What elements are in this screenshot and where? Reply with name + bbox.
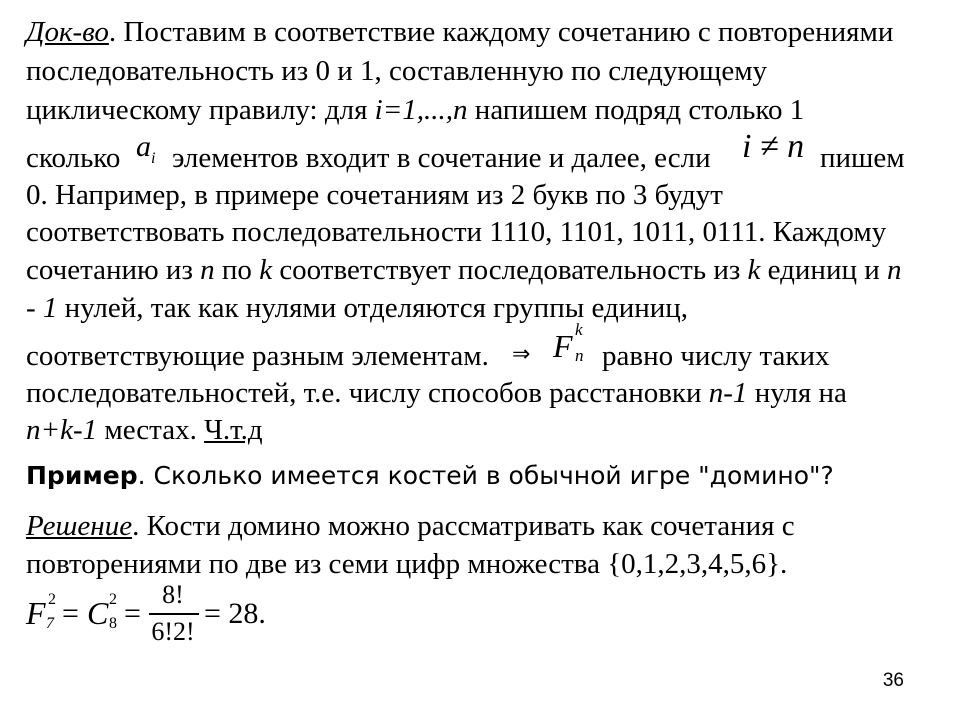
fraction-bar — [149, 613, 199, 615]
formula-i-neq-n: i ≠ n — [742, 128, 805, 165]
proof-line-1 — [26, 14, 893, 50]
proof-line-9-b: равно числу таких — [602, 340, 830, 372]
F7-superscript: 2 — [48, 591, 56, 608]
proof-line-8-b: нулей, так как нулями отделяются группы единиц, — [57, 292, 689, 324]
proof-label: Док-во — [26, 16, 109, 48]
var-n-minus-1: n-1 — [708, 377, 748, 409]
page-number: 36 — [882, 670, 904, 691]
fraction-numerator: 8! — [162, 580, 184, 609]
C-subscript: 8 — [109, 615, 117, 632]
proof-line-6: соответствовать последовательности 1110, 1101, 1011, 0111. Каждому — [26, 216, 887, 248]
var-n: n — [200, 254, 215, 286]
proof-line-11-a: местах. — [97, 414, 205, 446]
proof-line-10-a: последовательностей, т.е. числу способов расстановки — [26, 377, 709, 409]
proof-line-3-a: циклическому правилу: для — [26, 94, 375, 126]
a-symbol: a — [136, 130, 151, 163]
equals-2: = — [124, 597, 141, 630]
proof-line-1-text: . Поставим в соответствие каждому сочетанию с повторениями — [108, 16, 894, 48]
proof-line-8-a: - — [26, 292, 43, 324]
fraction-denominator: 6!2! — [151, 617, 195, 646]
solution-line-1 — [26, 508, 795, 544]
formula-C-8-2 — [87, 591, 117, 632]
proof-line-10 — [26, 375, 847, 411]
F-symbol: F — [553, 328, 573, 364]
proof-line-10-b: нуля на — [747, 377, 847, 409]
C-symbol: C — [87, 595, 109, 631]
equals-1: = — [62, 597, 79, 630]
proof-line-3-b: напишем подряд столько 1 — [467, 94, 805, 126]
var-k: k — [259, 254, 273, 286]
formula-a-i — [136, 130, 155, 168]
F-subscript: n — [575, 346, 584, 365]
proof-line-4-c: пишем — [820, 142, 905, 174]
proof-line-4-a: сколько — [26, 142, 121, 174]
solution-label: Решение — [26, 510, 133, 542]
var-k-2: k — [747, 254, 761, 286]
proof-line-7-d: единиц и — [760, 254, 888, 286]
F7-subscript: 7 — [46, 615, 54, 632]
var-one: 1 — [42, 292, 58, 324]
proof-line-7 — [26, 252, 902, 288]
index-range: i=1,...,n — [374, 94, 468, 126]
formula-F-n-k — [553, 320, 584, 365]
F-superscript: k — [575, 320, 583, 339]
equals-result: = 28. — [204, 597, 266, 630]
solution-line-1-text: . Кости домино можно рассматривать как сочетания с — [132, 510, 795, 542]
proof-line-11 — [26, 412, 263, 448]
var-n-plus-k-minus-1: n+k-1 — [26, 414, 98, 446]
proof-line-7-a: сочетанию из — [26, 254, 201, 286]
qed: Ч.т.д — [204, 414, 263, 446]
example-label: Пример — [26, 461, 138, 490]
var-n-2: n — [887, 254, 902, 286]
example-text: . Сколько имеется костей в обычной игре "домино"? — [137, 461, 834, 490]
C-superscript: 2 — [109, 591, 117, 608]
a-subscript: i — [151, 150, 156, 167]
proof-line-7-b: по — [214, 254, 260, 286]
formula-F-7-2 — [26, 591, 56, 632]
example-line — [26, 458, 834, 494]
proof-line-5: 0. Например, в примере сочетаниям из 2 букв по 3 будут — [26, 179, 723, 211]
proof-line-9-a: соответствующие разным элементам. — [26, 340, 489, 372]
F7-symbol: F — [26, 595, 46, 631]
proof-line-2: последовательность из 0 и 1, составленную по следующему — [26, 55, 768, 87]
proof-line-7-c: соответствует последовательность из — [272, 254, 748, 286]
solution-line-2: повторениями по две из семи цифр множества {0,1,2,3,4,5,6}. — [26, 548, 788, 580]
proof-line-8 — [26, 290, 688, 326]
proof-line-3 — [26, 92, 804, 128]
proof-line-4-b: элементов входит в сочетание и далее, если — [172, 142, 711, 174]
implies-arrow: ⇒ — [512, 341, 531, 366]
